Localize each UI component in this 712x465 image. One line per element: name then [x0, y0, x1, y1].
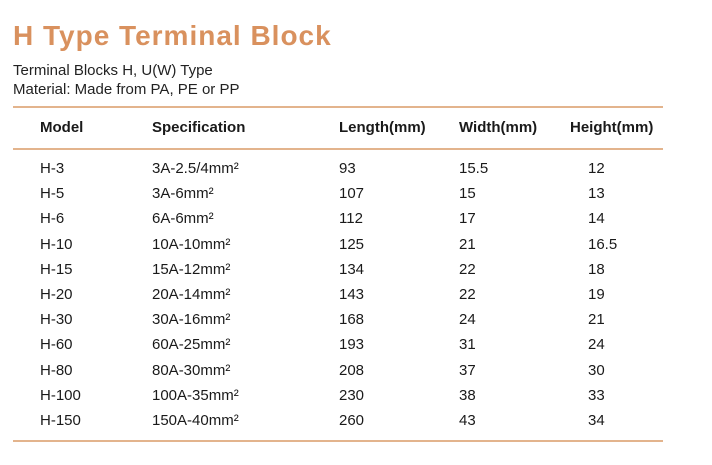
cell-height: 13 — [588, 185, 605, 203]
cell-model: H-10 — [40, 235, 73, 253]
cell-height: 14 — [588, 210, 605, 228]
cell-specification: 6A-6mm² — [152, 210, 214, 228]
cell-specification: 10A-10mm² — [152, 235, 231, 253]
table-top-rule — [13, 106, 663, 108]
cell-length: 168 — [339, 311, 365, 329]
cell-model: H-6 — [40, 210, 65, 228]
cell-length: 93 — [339, 160, 356, 177]
cell-specification: 80A-30mm² — [152, 361, 231, 379]
cell-height: 33 — [588, 386, 605, 404]
cell-specification: 20A-14mm² — [152, 285, 231, 303]
table-row — [0, 385, 712, 410]
cell-specification: 150A-40mm² — [152, 411, 239, 429]
cell-length: 143 — [339, 285, 365, 303]
table-row — [0, 158, 712, 183]
cell-width: 24 — [459, 311, 476, 329]
cell-specification: 60A-25mm² — [152, 336, 231, 354]
header-width: Width(mm) — [459, 119, 538, 136]
table-row — [0, 284, 712, 309]
table-body — [0, 158, 712, 435]
cell-height: 34 — [588, 411, 605, 429]
header-height: Height(mm) — [570, 119, 654, 136]
cell-height: 24 — [588, 336, 605, 354]
cell-model: H-100 — [40, 386, 81, 404]
table-row — [0, 259, 712, 284]
table-row — [0, 334, 712, 359]
table-row — [0, 410, 712, 435]
cell-model: H-3 — [40, 160, 65, 177]
cell-height: 18 — [588, 260, 605, 278]
table-row — [0, 208, 712, 233]
table-row — [0, 360, 712, 385]
cell-model: H-15 — [40, 260, 73, 278]
cell-model: H-80 — [40, 361, 73, 379]
cell-model: H-60 — [40, 336, 73, 354]
cell-specification: 3A-6mm² — [152, 185, 214, 203]
cell-specification: 3A-2.5/4mm² — [152, 160, 239, 177]
cell-model: H-20 — [40, 285, 73, 303]
cell-length: 112 — [339, 210, 363, 228]
cell-width: 22 — [459, 260, 476, 278]
cell-length: 107 — [339, 185, 365, 203]
subtitle-type: Terminal Blocks H, U(W) Type — [13, 62, 213, 79]
table-row — [0, 309, 712, 334]
cell-height: 21 — [588, 311, 605, 329]
cell-width: 21 — [459, 235, 476, 253]
cell-width: 37 — [459, 361, 476, 379]
table-header-rule — [13, 148, 663, 150]
cell-width: 31 — [459, 336, 476, 354]
cell-width: 38 — [459, 386, 476, 404]
cell-width: 43 — [459, 411, 476, 429]
cell-height: 12 — [588, 160, 605, 177]
table-row — [0, 183, 712, 208]
header-length: Length(mm) — [339, 119, 426, 136]
cell-length: 230 — [339, 386, 365, 404]
cell-specification: 15A-12mm² — [152, 260, 231, 278]
cell-width: 15 — [459, 185, 476, 203]
cell-model: H-30 — [40, 311, 73, 329]
page-title: H Type Terminal Block — [13, 20, 332, 51]
cell-length: 260 — [339, 411, 365, 429]
cell-model: H-5 — [40, 185, 65, 203]
cell-width: 22 — [459, 285, 476, 303]
header-specification: Specification — [152, 119, 246, 136]
subtitle-material: Material: Made from PA, PE or PP — [13, 81, 240, 98]
cell-length: 125 — [339, 235, 365, 253]
cell-width: 15.5 — [459, 160, 489, 177]
cell-specification: 30A-16mm² — [152, 311, 231, 329]
header-model: Model — [40, 119, 84, 136]
table-bottom-rule — [13, 440, 663, 442]
cell-model: H-150 — [40, 411, 81, 429]
cell-height: 30 — [588, 361, 605, 379]
cell-width: 17 — [459, 210, 476, 228]
cell-specification: 100A-35mm² — [152, 386, 239, 404]
cell-length: 134 — [339, 260, 365, 278]
cell-height: 19 — [588, 285, 605, 303]
cell-length: 193 — [339, 336, 365, 354]
cell-length: 208 — [339, 361, 365, 379]
table-row — [0, 234, 712, 259]
cell-height: 16.5 — [588, 235, 618, 253]
